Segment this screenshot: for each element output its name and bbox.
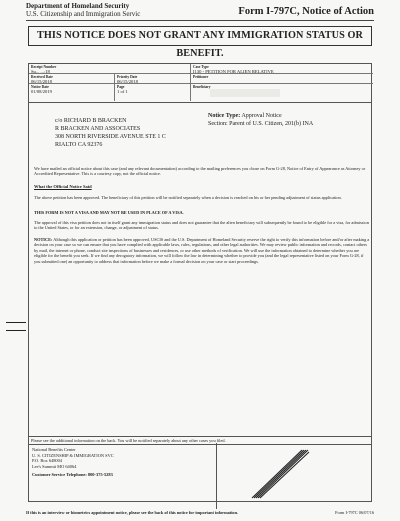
signature-mark	[250, 448, 310, 500]
notice-paragraph	[34, 237, 370, 264]
what-notice-said-title: What the Official Notice Said	[34, 184, 92, 189]
petitioner-cell	[191, 74, 373, 84]
notice-type-label: Notice Type:	[208, 113, 241, 119]
additional-info-note: Please see the additional information on the back. You will be notified separately about any other cases you filed.	[28, 436, 372, 445]
form-title: Form I-797C, Notice of Action	[238, 6, 374, 17]
status-banner: THIS NOTICE DOES NOT GRANT ANY IMMIGRATION STATUS OR BENEFIT.	[28, 26, 372, 46]
mailing-address	[55, 117, 166, 149]
received-date-value: 06/15/2018	[31, 79, 52, 84]
section-value: Parent of U.S. Citizen, 201(b) INA	[229, 120, 314, 127]
visa-warning: THIS FORM IS NOT A VISA AND MAY NOT BE USED IN PLACE OF A VISA.	[34, 210, 184, 215]
address-line: 308 NORTH RIVERSIDE AVENUE STE 1 C	[55, 134, 166, 140]
notice-type-value: Approval Notice	[241, 113, 282, 119]
beneficiary-label: Beneficiary	[193, 85, 211, 89]
frame-bottom	[28, 501, 372, 502]
notice-date-value: 01/08/2019	[31, 89, 52, 94]
approval-paragraph: The above petition has been approved. The beneficiary of this petition will be notified separately when a decision is reached on his or her pending adjustment of status application.	[34, 195, 342, 200]
priority-date-value: 06/15/2018	[117, 79, 138, 84]
received-date-cell	[29, 74, 115, 84]
margin-mark	[6, 330, 26, 331]
section-label: Section:	[208, 120, 228, 127]
notice-date-label: Notice Date	[31, 85, 49, 89]
receipt-number-cell	[29, 64, 191, 74]
redaction-mark	[210, 89, 280, 97]
status-paragraph: The approval of this visa petition does not in itself grant any immigration status and does not guarantee that the alien beneficiary will subsequently be found to be eligible for a visa, for admission to the United States, or for an extension, change, or adjustment of status.	[34, 220, 369, 231]
case-type-cell	[191, 64, 373, 74]
receipt-number-label: Receipt Number	[31, 65, 57, 69]
address-line: R BRACKEN AND ASSOCIATES	[55, 126, 141, 132]
notice-date-cell	[29, 84, 115, 101]
page-label: Page	[117, 85, 125, 89]
center-line: Lee's Summit MO 64064	[32, 463, 77, 469]
case-info-grid	[28, 63, 372, 103]
center-line: U. S. CITIZENSHIP & IMMIGRATION SVC	[32, 452, 114, 458]
center-line: P.O. Box 648004	[32, 458, 63, 464]
page-value: 1 of 1	[117, 89, 128, 94]
priority-date-cell	[115, 74, 191, 84]
center-name: National Benefits Center	[32, 447, 76, 452]
address-line: c/o RICHARD B BRACKEN	[55, 118, 127, 124]
case-type-label: Case Type	[193, 65, 209, 69]
customer-service-phone: Customer Service Telephone: 800-375-5283	[32, 472, 113, 478]
appointment-note: If this is an interview or biometrics appointment notice, please see the back of this notice for important information.	[26, 510, 239, 515]
receipt-number-value: Su... ...:18	[31, 69, 50, 74]
case-type-value: I130 - PETITION FOR ALIEN RELATIVE	[193, 69, 274, 74]
priority-date-label: Priority Date	[117, 75, 138, 79]
notice-label: NOTICE:	[34, 237, 53, 242]
form-id: Form I-797C 06/07/16	[335, 510, 374, 515]
intro-paragraph: We have mailed an official notice about this case (and any relevant documentation) according to the mailing preferences you chose on Form G-28, Notice of Entry of Appearance as Attorney or Accredited Representative. This is a courtesy copy, not the official notice.	[34, 166, 366, 177]
page-cell	[115, 84, 191, 101]
header-rule	[26, 20, 374, 21]
margin-mark	[6, 322, 26, 323]
received-date-label: Received Date	[31, 75, 53, 79]
agency-subname: U.S. Citizenship and Immigration Servic	[26, 10, 141, 18]
agency-header	[26, 2, 140, 18]
notice-type-block	[208, 113, 313, 128]
address-line: RIALTO CA 92376	[55, 142, 103, 148]
agency-name: Department of Homeland Security	[26, 2, 130, 10]
notice-text: Although this application or petition has been approved, USCIS and the U.S. Department of Homeland Security reserve the right to verify this information before and/or after making a decision on your case so we can ensure that you have complied with applicable laws, rules, regulations, and other legal authorities. We may review public information and records, contact others by mail, the internet or phone, conduct site inspections of businesses and residences, or use other methods of verification. We will use the information obtained to determine whether you are eligible for the benefit you seek. If we find any derogatory information, we will follow the law in determining whether to provide you (and the legal representative listed on your Form G-28, if you submitted one) an opportunity to address that information before we make a formal decision on your case or start proceedings.	[34, 237, 370, 264]
petitioner-label: Petitioner	[193, 75, 209, 79]
service-center-block	[28, 443, 217, 509]
